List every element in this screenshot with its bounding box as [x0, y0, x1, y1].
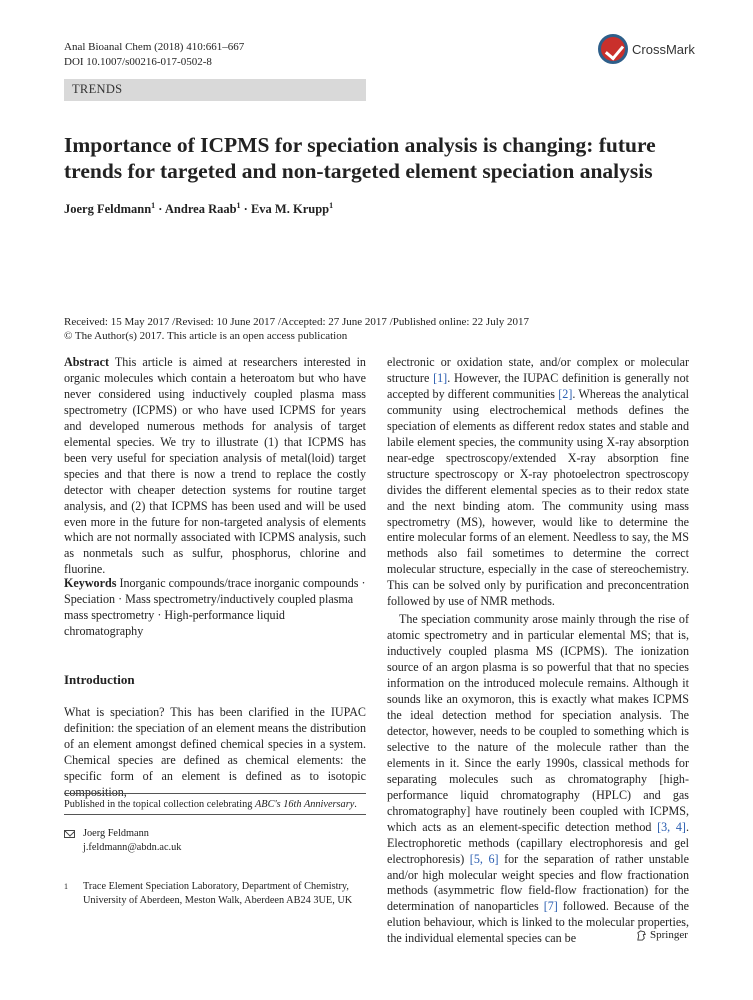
publisher-logo	[636, 929, 688, 941]
envelope-icon	[64, 830, 75, 838]
body-text: . Electrophoretic methods (capillary electrophoresis and gel electrophoresis)	[387, 819, 689, 866]
body-text: . However, the IUPAC definition is generally not accepted by different communities	[387, 370, 689, 401]
body-text: followed. Because of the elution behaviour, which is linked to the molecular properties, the individual elemental species can be	[387, 899, 689, 946]
author-separator: ·	[240, 202, 251, 217]
body-paragraph	[387, 355, 689, 610]
citation-link[interactable]: [3, 4]	[657, 819, 686, 834]
corresponding-author	[64, 827, 366, 854]
body-text: for the separation of rather unstable and/or high molecular weight species and flow fractionation methods (asymmetric flow field-flow fractionation) for the determination of nanoparticles	[387, 851, 689, 914]
body-text: . Whereas the analytical community using electrochemical methods defines the speciation of elements as different redox states and stable and labile element species, the community using X-ray absorption near-edge spectroscopy/extended X-ray absorption fine structure spectroscopy or X-ray photoelectron spectroscopy divides the different elemental species as to their redox state and the next binding atom. The community using mass spectrometry (MS), however, would like to determine the entire molecular forms of an element. Needless to say, the MS methods also fail sometimes to determine the correct molecular structure, especially in the case of stereochemistry. This can be solved only by purification and preconcentration followed by use of NMR methods.	[387, 386, 689, 609]
citation-link[interactable]: [5, 6]	[469, 851, 499, 866]
right-column	[387, 355, 689, 947]
contact-email[interactable]: j.feldmann@abdn.ac.uk	[83, 841, 182, 853]
affiliation-text: Trace Element Speciation Laboratory, Department of Chemistry, University of Aberdeen, Meston Walk, Aberdeen AB24 3UE, UK	[83, 881, 353, 906]
author-name[interactable]: Eva M. Krupp	[250, 202, 330, 217]
license-notice: © The Author(s) 2017. This article is an open access publication	[64, 330, 348, 342]
author-list	[64, 201, 333, 217]
author-affiliation-mark: 1	[329, 201, 334, 210]
citation-link[interactable]: [2]	[558, 386, 573, 401]
section-tag-label: TRENDS	[72, 82, 123, 96]
citation-link[interactable]: [1]	[433, 370, 448, 385]
crossmark-badge[interactable]	[598, 30, 718, 68]
footnote-divider	[64, 793, 366, 794]
abstract-text: This article is aimed at researchers interested in organic molecules which contain a heteroatom but who have never considered using inductively coupled plasma mass spectrometry (ICPMS) or who have used ICPMS for years and developed numerous methods for analysis of target elemental species. We try to illustrate (1) that ICPMS has been very useful for speciation analysis of metal(loid) target species and that there is now a trend to replace the costly detector with cheaper detection systems for routine target analysis, and (2) that ICPMS has been used and will be used even more in the future for non-targeted analysis of elements which are not normally associated with ICPMS analysis, such as nonmetals such as sulfur, phosphorus, chlorine and fluorine.	[64, 355, 366, 577]
journal-citation: Anal Bioanal Chem (2018) 410:661–667	[64, 41, 245, 53]
crossmark-label: CrossMark	[632, 41, 695, 57]
topical-collection-note	[64, 798, 366, 812]
springer-horse-icon	[636, 930, 647, 941]
author-affiliation-mark: 1	[236, 201, 241, 210]
article-dates: Received: 15 May 2017 /Revised: 10 June 2017 /Accepted: 27 June 2017 /Published online: 22 July 2017	[64, 316, 529, 328]
author-separator: ·	[155, 202, 165, 217]
affiliation-number: 1	[64, 882, 68, 891]
body-paragraph	[387, 612, 689, 947]
footnote-divider	[64, 814, 366, 815]
keywords-heading: Keywords	[64, 576, 117, 590]
crossmark-icon	[598, 34, 628, 64]
body-text: The speciation community arose mainly through the rise of atomic spectrometry and in particular elemental MS; that is, inductively coupled plasma MS (ICPMS). The ionization source of an argon plasma is so powerful that that no species information on the introduced molecule remains. Although it sounds like an oxymoron, this is exactly what makes ICPMS the ideal detection method for speciation analysis. The detector, however, needs to be coupled to something which is selective to the nature of the molecule rather than the elements in it. Since the early 1990s, classical methods for separating molecules such as chromatography [high-performance liquid chromatography (HPLC) and gas chromatography] have routinely been coupled with ICPMS, which acts as an element-specific detection method	[387, 612, 689, 834]
author-name[interactable]: Joerg Feldmann	[64, 202, 152, 217]
article-title: Importance of ICPMS for speciation analysis is changing: future trends for targeted and non-targeted element speciation analysis	[64, 133, 656, 183]
introduction-text: What is speciation? This has been clarified in the IUPAC definition: the speciation of an element means the distribution of an element amongst defined chemical species in a system. Chemical species are defined as chemical elements: the specific form of an element is defined as to isotopic composition,	[64, 705, 366, 799]
body-text: electronic or oxidation state, and/or complex or molecular structure	[387, 355, 689, 385]
introduction-heading: Introduction	[64, 672, 135, 687]
contact-name: Joerg Feldmann	[83, 828, 149, 839]
collection-suffix: .	[354, 799, 357, 810]
collection-prefix: Published in the topical collection celebrating	[64, 799, 256, 810]
collection-name: ABC's 16th Anniversary	[255, 799, 355, 810]
keywords	[64, 576, 366, 640]
abstract-heading: Abstract	[64, 355, 110, 369]
affiliation	[64, 880, 366, 907]
author-affiliation-mark: 1	[151, 201, 156, 210]
abstract	[64, 355, 366, 578]
keywords-text: Inorganic compounds/trace inorganic compounds · Speciation · Mass spectrometry/inductively coupled plasma mass spectrometry · High-performance liquid chromatography	[64, 576, 366, 638]
publisher-name: Springer	[650, 929, 688, 941]
author-name[interactable]: Andrea Raab	[164, 202, 237, 217]
doi[interactable]: DOI 10.1007/s00216-017-0502-8	[64, 56, 212, 68]
section-tag	[64, 79, 366, 101]
citation-link[interactable]: [7]	[543, 899, 558, 914]
